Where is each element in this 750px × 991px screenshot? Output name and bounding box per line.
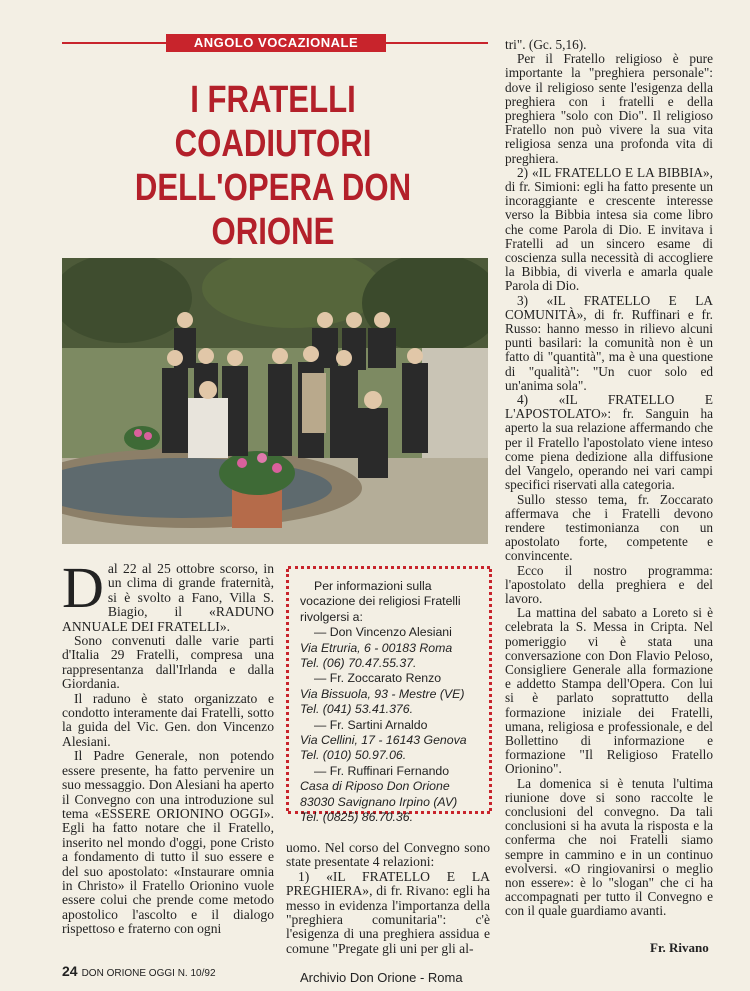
article-column-3 bbox=[505, 38, 713, 919]
contact-phone: Tel. (06) 70.47.55.37. bbox=[300, 656, 417, 671]
info-box-intro: Per informazioni sulla vocazione dei religiosi Fratelli rivolgersi a: bbox=[300, 579, 461, 624]
contact-address: Via Cellini, 17 - 16143 Genova bbox=[300, 733, 467, 748]
section-rule-left bbox=[62, 42, 166, 44]
headline-line-1: I FRATELLI COADIUTORI bbox=[174, 79, 372, 165]
paragraph: 1) «IL FRATELLO E LA PREGHIERA», di fr. Rivano: egli ha messo in evidenza l'importanza della "preghiera comunitaria": c'è l'esigenza di una preghiera assidua e comune "Pregate gli uni per gli al- bbox=[286, 868, 490, 956]
headline-line-2: DELL'OPERA DON ORIONE bbox=[134, 167, 412, 253]
contact-name: — Don Vincenzo Alesiani bbox=[314, 625, 452, 640]
paragraph: Sono convenuti dalle varie parti d'Italia 29 Fratelli, compresa una rappresentanza dall'Irlanda e dalla Giordania. bbox=[62, 633, 274, 692]
publication-name: DON ORIONE OGGI N. 10/92 bbox=[81, 968, 216, 979]
paragraph: Sullo stesso tema, fr. Zoccarato affermava che i Fratelli devono rendere testimonianza con un apostolato forte, competente e convincente. bbox=[505, 491, 713, 564]
page-footer bbox=[62, 963, 216, 979]
article-column-2 bbox=[286, 841, 490, 956]
drop-cap: D bbox=[62, 555, 104, 620]
paragraph: tri". (Gc. 5,16). bbox=[505, 37, 587, 52]
group-photo bbox=[62, 258, 488, 544]
paragraph: Il raduno è stato organizzato e condotto interamente dai Fratelli, sotto la guida del Vic. Gen. don Vincenzo Alesiani. bbox=[62, 690, 274, 749]
paragraph: 3) «IL FRATELLO E LA COMUNITÀ», di fr. Ruffinari e fr. Russo: hanno messo in rilievo alcuni punti basilari: la comunità non è un fatto di "quantità", ma è una questione di "qualità": "Un cuor solo ed un'anima sola". bbox=[505, 292, 713, 393]
article-column-1 bbox=[62, 555, 274, 937]
info-box-border-left bbox=[286, 569, 289, 811]
contact-address: Casa di Riposo Don Orione bbox=[300, 779, 450, 794]
paragraph: Ecco il nostro programma: l'apostolato della preghiera e del lavoro. bbox=[505, 562, 713, 606]
contact-address: Via Bissuola, 93 - Mestre (VE) bbox=[300, 686, 465, 701]
paragraph: La domenica si è tenuta l'ultima riunione dove si sono raccolte le conclusioni del convegno. Da tali conclusioni si ha avuta la risposta e la conferma che noi Fratelli siamo sempre in cammino e in un continuo evolversi. «O ringiovanirsi o meglio non essere»: è lo "slogan" che ci ha accompagnati per tutto il Convegno e con il quale guardiamo avanti. bbox=[505, 775, 713, 919]
contact-address: Via Etruria, 6 - 00183 Roma bbox=[300, 640, 453, 655]
section-rule-right bbox=[386, 42, 488, 44]
contact-address: 83030 Savignano Irpino (AV) bbox=[300, 794, 458, 809]
info-box-content bbox=[300, 579, 484, 826]
contact-phone: Tel. (041) 53.41.376. bbox=[300, 702, 414, 717]
paragraph: Per il Fratello religioso è pure importante la "preghiera personale": dove il religioso sente l'esigenza della preghiera con i fratelli e della preghiera "solo con Dio". Il religioso Fratello non può vivere la sua vita religiosa senza una profonda vita di preghiera. bbox=[505, 51, 713, 166]
paragraph: 4) «IL FRATELLO E L'APOSTOLATO»: fr. Sanguin ha aperto la sua relazione affermando che per il Fratello l'apostolato viene inteso come piena dedizione alla diffusione del Vangelo, operando nei vari campi specifici riservati alla categoria. bbox=[505, 392, 713, 493]
page-number: 24 bbox=[62, 963, 78, 979]
contact-phone: Tel. (0825) 86.70.36. bbox=[300, 810, 414, 825]
group-photo-image bbox=[62, 258, 488, 544]
paragraph: Il Padre Generale, non potendo essere presente, ha fatto pervenire un suo messaggio. Don Alesiani ha aperto il Convegno con una introduzione sul tema «ESSERE ORIONINO OGGI». Egli ha fatto notare che il Fratello, inserito nel mondo d'oggi, pone Cristo a fondamento di tutto il suo essere e del suo apostolato: «Instaurare omnia in Christo» il Fratello Orionino vuole essere colui che prende come metodo apostolico l'ascolto e il dialogo rispettoso e fraterno con ogni bbox=[62, 748, 274, 937]
contact-name: — Fr. Ruffinari Fernando bbox=[314, 763, 450, 778]
paragraph: uomo. Nel corso del Convegno sono state presentate 4 relazioni: bbox=[286, 840, 490, 870]
contact-phone: Tel. (010) 50.97.06. bbox=[300, 748, 407, 763]
info-box-border-right bbox=[489, 569, 492, 811]
section-tag: ANGOLO VOCAZIONALE bbox=[166, 34, 386, 52]
archive-stamp: Archivio Don Orione - Roma bbox=[300, 970, 463, 985]
info-box bbox=[288, 566, 490, 825]
contact-name: — Fr. Zoccarato Renzo bbox=[314, 671, 442, 686]
author-signature: Fr. Rivano bbox=[650, 940, 709, 955]
paragraph: La mattina del sabato a Loreto si è celebrata la S. Messa in Cripta. Nel pomeriggio vi è stata una conversazione con Don Flavio Peloso, Consigliere Generale alla formazione e addetto Stampa dell'Opera. Con lui si è parlato soprattutto della formazione iniziale dei Fratelli, umana, religiosa e professionale, e del Bollettino di informazione e formazione "Il Religioso Fratello Orionino". bbox=[505, 605, 713, 777]
paragraph: 2) «IL FRATELLO E LA BIBBIA», di fr. Simioni: egli ha fatto presente un incoraggiante e crescente interesse verso la Bibbia intesa sia come libro che come Parola di Dio. E invitava i Fratelli ad un sincero esame di coscienza sulla necessità di accogliere la Bibbia, di viverla e amarla quale Parola di Dio. bbox=[505, 164, 713, 294]
contact-name: — Fr. Sartini Arnaldo bbox=[314, 717, 428, 732]
paragraph: Dal 22 al 25 ottobre scorso, in un clima di grande fraternità, si è svolto a Fano, Villa S. Biagio, il «RADUNO ANNUALE DEI FRATELLI». bbox=[62, 555, 274, 634]
